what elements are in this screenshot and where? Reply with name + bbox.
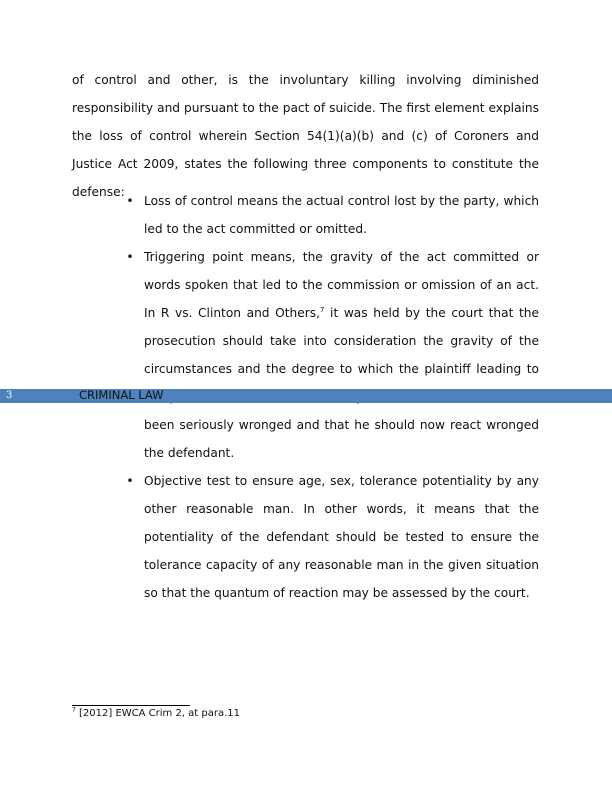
bullet-icon: • [126,194,134,208]
bullet-item-triggering-point [72,243,539,467]
bullet-icon: • [126,474,134,488]
intro-paragraph: of control and other, is the involuntary killing involving diminished responsibility and pursuant to the pact of suicide. The first element explains the loss of control wherein Section 54(1)(a)(b) and (c) of Coroners and Justice Act 2009, states the following three components to constitute the defense: [72,73,539,199]
footnote [72,707,240,721]
bullet-icon: • [126,250,134,264]
bullet-text: Objective test to ensure age, sex, tolerance potentiality by any other reasonable man. In other words, it means that the potentiality of the defendant should be tested to ensure the tolerance capacity of any reasonable man in the given situation so that the quantum of reaction may be assessed by the court. [144,474,539,600]
running-header-title: CRIMINAL LAW [79,388,164,402]
bullet-item-objective-test [72,467,539,607]
footnote-reference[interactable]: 7 [319,305,325,314]
page-number: 3 [6,390,13,401]
bullet-text: Loss of control means the actual control lost by the party, which led to the act committed or omitted. [144,194,539,236]
bullet-text: Triggering point means, the gravity of the act committed or words spoken that led to the commission or omission of an act. In R vs. Clinton and Others, [144,250,539,320]
footnote-separator [72,705,190,706]
footnote-text: [2012] EWCA Crim 2, at para.11 [75,708,241,719]
bullet-item-loss-of-control [72,187,539,243]
footnote-marker: 7 [72,706,76,714]
bullet-text-continued: it was held by the court that the prosecution should take into consideration the gravity of the circumstances and the degree to which the plaintiff leading to been seriously wronged and that he should now react wronged the defendant. [144,306,539,460]
